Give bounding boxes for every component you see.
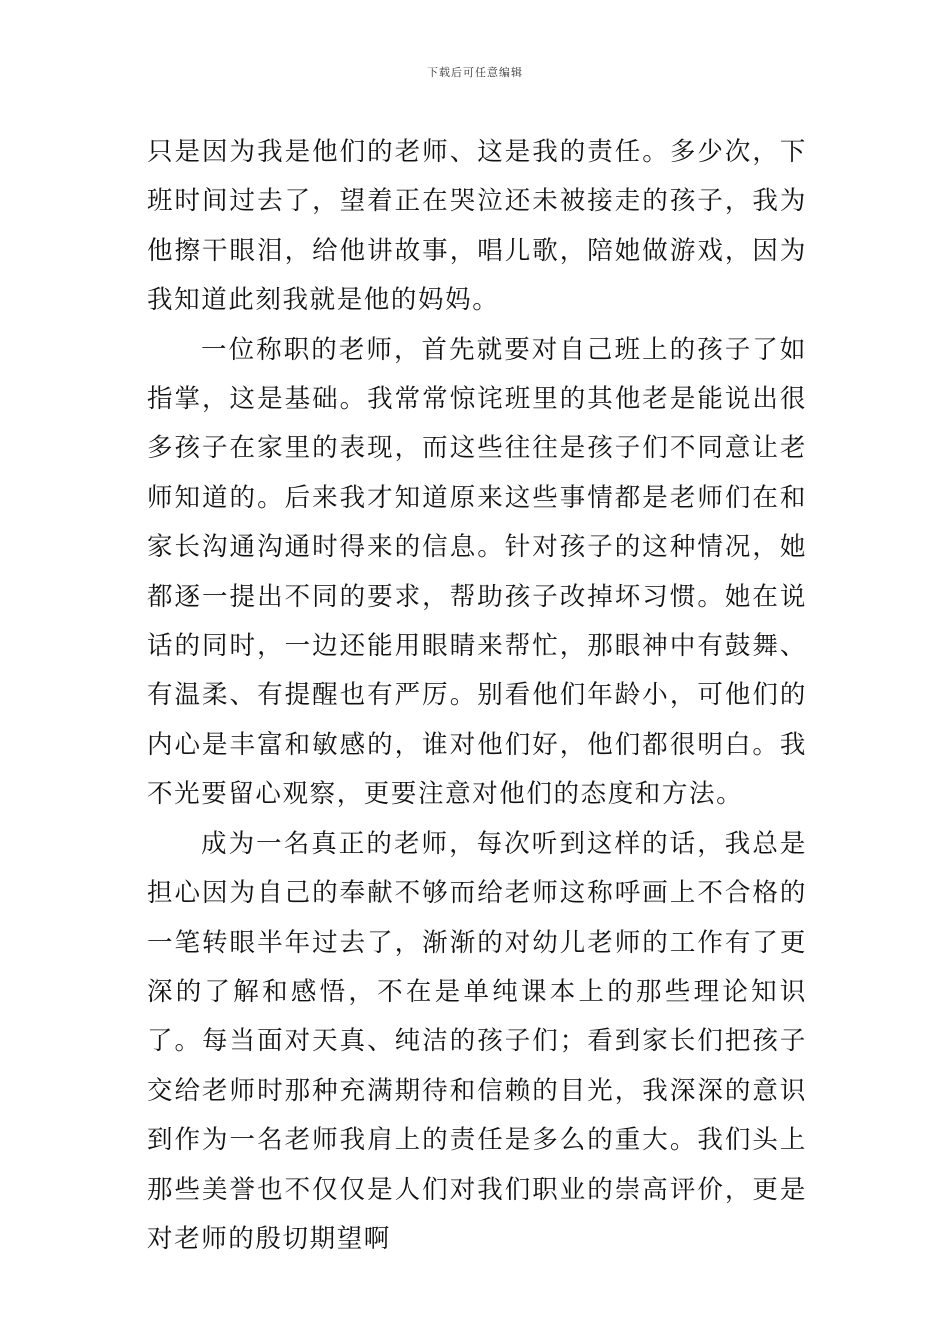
page-header-note: 下载后可任意编辑 bbox=[427, 66, 523, 79]
paragraph: 成为一名真正的老师，每次听到这样的话，我总是担心因为自己的奉献不够而给老师这称呼画上不合格的一笔转眼半年过去了，渐渐的对幼儿老师的工作有了更深的了解和感悟，不在是单纯课本上的那些理论知识了。每当面对天真、纯洁的孩子们；看到家长们把孩子交给老师时那种充满期待和信赖的目光，我深深的意识到作为一名老师我肩上的责任是多么的重大。我们头上那些美誉也不仅仅是人们对我们职业的崇高评价，更是对老师的殷切期望啊 bbox=[147, 828, 807, 1254]
paragraph-continuation: 只是因为我是他们的老师、这是我的责任。多少次，下班时间过去了，望着正在哭泣还未被接走的孩子，我为他擦干眼泪，给他讲故事，唱儿歌，陪她做游戏，因为我知道此刻我就是他的妈妈。 bbox=[147, 137, 807, 316]
document-body bbox=[147, 128, 807, 1264]
paragraph: 一位称职的老师，首先就要对自己班上的孩子了如指掌，这是基础。我常常惊诧班里的其他老是能说出很多孩子在家里的表现，而这些往往是孩子们不同意让老师知道的。后来我才知道原来这些事情都是老师们在和家长沟通沟通时得来的信息。针对孩子的这种情况，她都逐一提出不同的要求，帮助孩子改掉坏习惯。她在说话的同时，一边还能用眼睛来帮忙，那眼神中有鼓舞、有温柔、有提醒也有严厉。别看他们年龄小，可他们的内心是丰富和敏感的，谁对他们好，他们都很明白。我不光要留心观察，更要注意对他们的态度和方法。 bbox=[147, 334, 807, 810]
